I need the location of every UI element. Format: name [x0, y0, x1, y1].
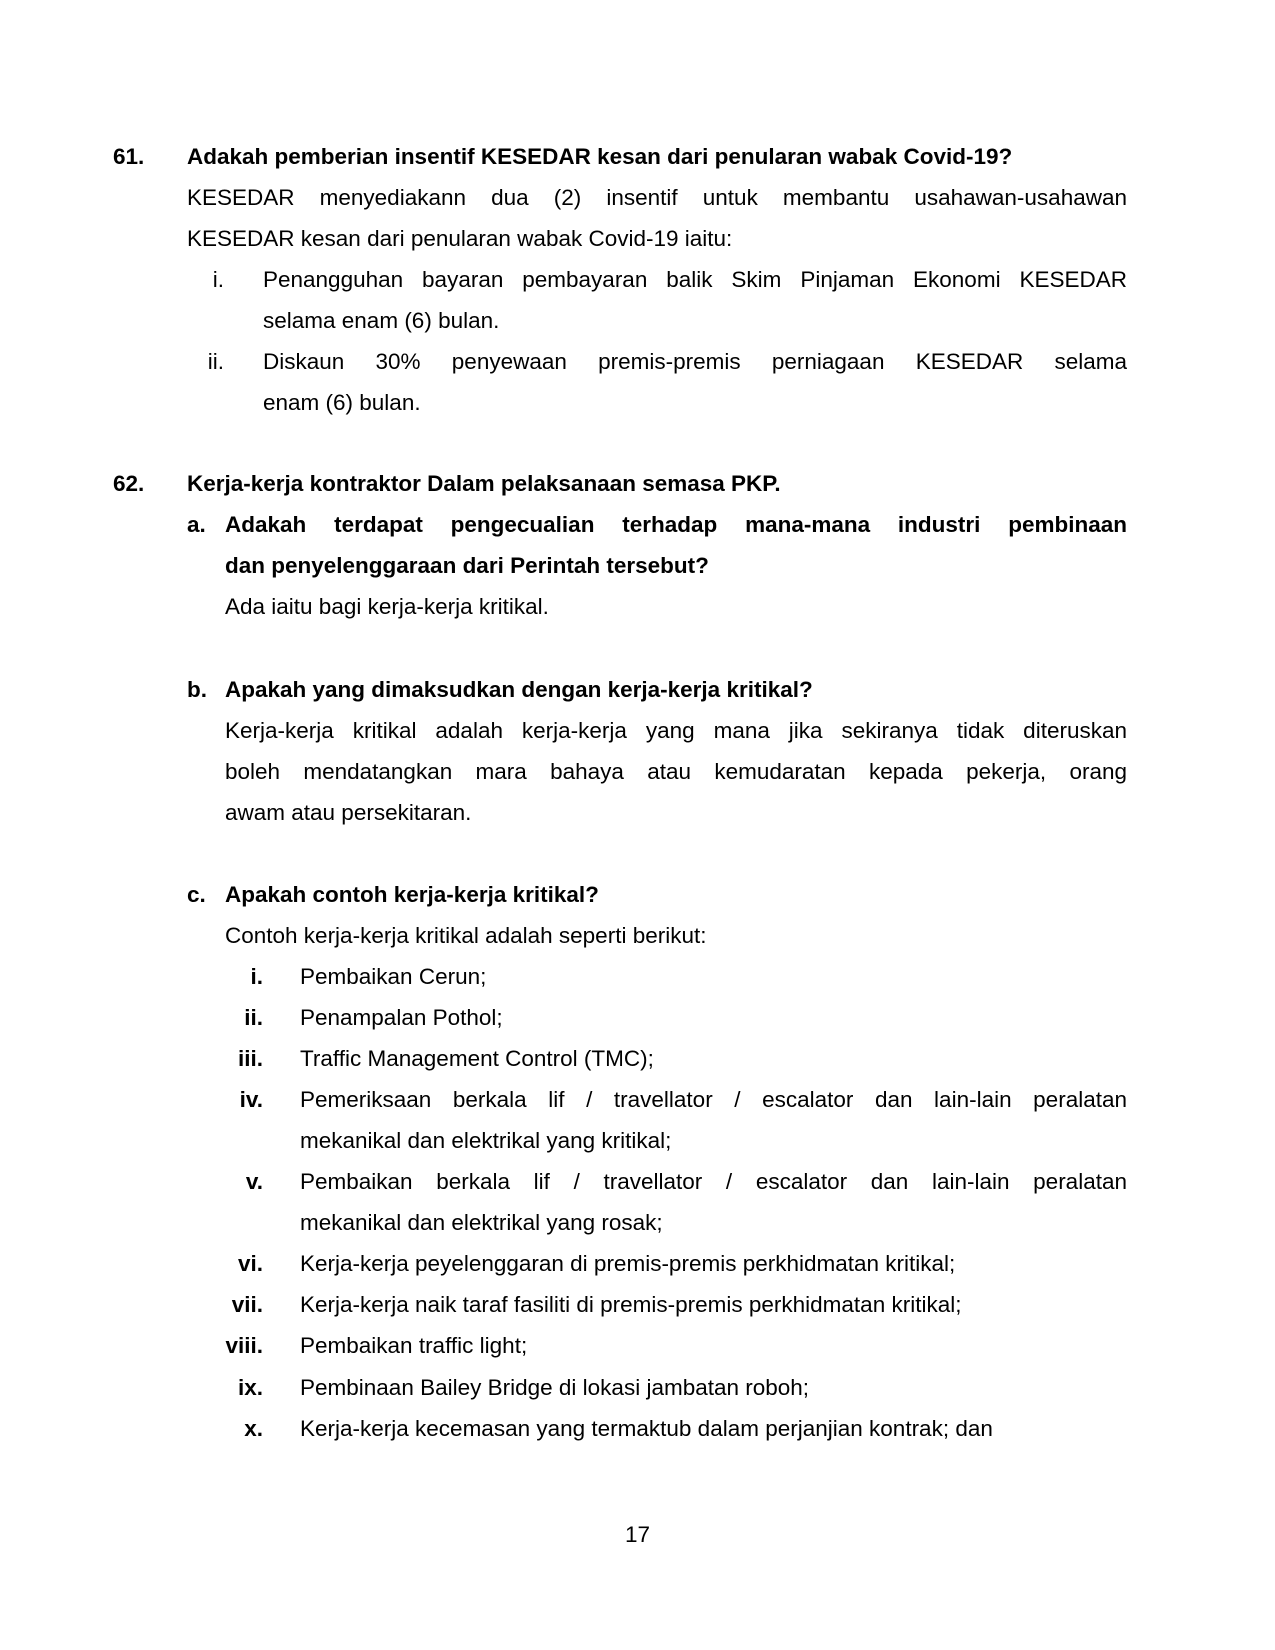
sub-answer-text: Ada iaitu bagi kerja-kerja kritikal.	[225, 594, 549, 619]
list-item-text: Pembinaan Bailey Bridge di lokasi jambatan roboh;	[300, 1375, 810, 1400]
sub-question-text: dan penyelenggaraan dari Perintah tersebut?	[225, 553, 709, 578]
list-marker: vi.	[237, 1251, 263, 1276]
sub-answer-text: Contoh kerja-kerja kritikal adalah seperti berikut:	[225, 923, 707, 948]
question-heading: Adakah pemberian insentif KESEDAR kesan dari penularan wabak Covid-19?	[187, 144, 1013, 169]
sub-question-text: Apakah yang dimaksudkan dengan kerja-kerja kritikal?	[225, 677, 813, 702]
list-item-text: Diskaun 30% penyewaan premis-premis perniagaan KESEDAR selama	[263, 349, 1127, 374]
list-marker: ii.	[207, 349, 224, 374]
sub-question-text: Apakah contoh kerja-kerja kritikal?	[225, 882, 599, 907]
list-item-text: mekanikal dan elektrikal yang kritikal;	[300, 1128, 672, 1153]
question-heading: Kerja-kerja kontraktor Dalam pelaksanaan semasa PKP.	[187, 471, 781, 496]
list-marker: ix.	[237, 1375, 263, 1400]
list-item-text: Penampalan Pothol;	[300, 1005, 503, 1030]
list-item-text: enam (6) bulan.	[263, 390, 421, 415]
list-item-text: Kerja-kerja peyelenggaran di premis-premis perkhidmatan kritikal;	[300, 1251, 956, 1276]
list-item-text: Pembaikan Cerun;	[300, 964, 487, 989]
answer-text-line: KESEDAR menyediakann dua (2) insentif untuk membantu usahawan-usahawan	[187, 185, 1127, 210]
sub-answer-text: boleh mendatangkan mara bahaya atau kemudaratan kepada pekerja, orang	[225, 759, 1127, 784]
sub-question-marker: a.	[187, 512, 206, 537]
sub-question-marker: c.	[187, 882, 206, 907]
list-item-text: selama enam (6) bulan.	[263, 308, 500, 333]
sub-answer-text: Kerja-kerja kritikal adalah kerja-kerja yang mana jika sekiranya tidak diteruskan	[225, 718, 1127, 743]
list-item-text: Pembaikan berkala lif / travellator / escalator dan lain-lain peralatan	[300, 1169, 1127, 1194]
page-number: 17	[624, 1522, 651, 1547]
list-marker: i.	[250, 964, 263, 989]
list-marker: iii.	[237, 1046, 263, 1071]
sub-answer-text: awam atau persekitaran.	[225, 800, 472, 825]
list-marker: iv.	[239, 1087, 263, 1112]
list-marker: x.	[244, 1416, 263, 1441]
answer-text-line: KESEDAR kesan dari penularan wabak Covid-19 iaitu:	[187, 226, 733, 251]
list-marker: ii.	[244, 1005, 263, 1030]
list-marker: viii.	[225, 1333, 263, 1358]
list-marker: v.	[245, 1169, 263, 1194]
list-item-text: mekanikal dan elektrikal yang rosak;	[300, 1210, 663, 1235]
list-marker: vii.	[231, 1292, 263, 1317]
list-item-text: Traffic Management Control (TMC);	[300, 1046, 654, 1071]
list-item-text: Pemeriksaan berkala lif / travellator / escalator dan lain-lain peralatan	[300, 1087, 1127, 1112]
sub-question-text: Adakah terdapat pengecualian terhadap mana-mana industri pembinaan	[225, 512, 1127, 537]
list-item-text: Penangguhan bayaran pembayaran balik Skim Pinjaman Ekonomi KESEDAR	[263, 267, 1127, 292]
question-number: 62.	[113, 471, 145, 496]
list-marker: i.	[212, 267, 224, 292]
list-item-text: Kerja-kerja kecemasan yang termaktub dalam perjanjian kontrak; dan	[300, 1416, 993, 1441]
list-item-text: Pembaikan traffic light;	[300, 1333, 528, 1358]
list-item-text: Kerja-kerja naik taraf fasiliti di premis-premis perkhidmatan kritikal;	[300, 1292, 962, 1317]
sub-question-marker: b.	[187, 677, 207, 702]
question-number: 61.	[113, 144, 145, 169]
